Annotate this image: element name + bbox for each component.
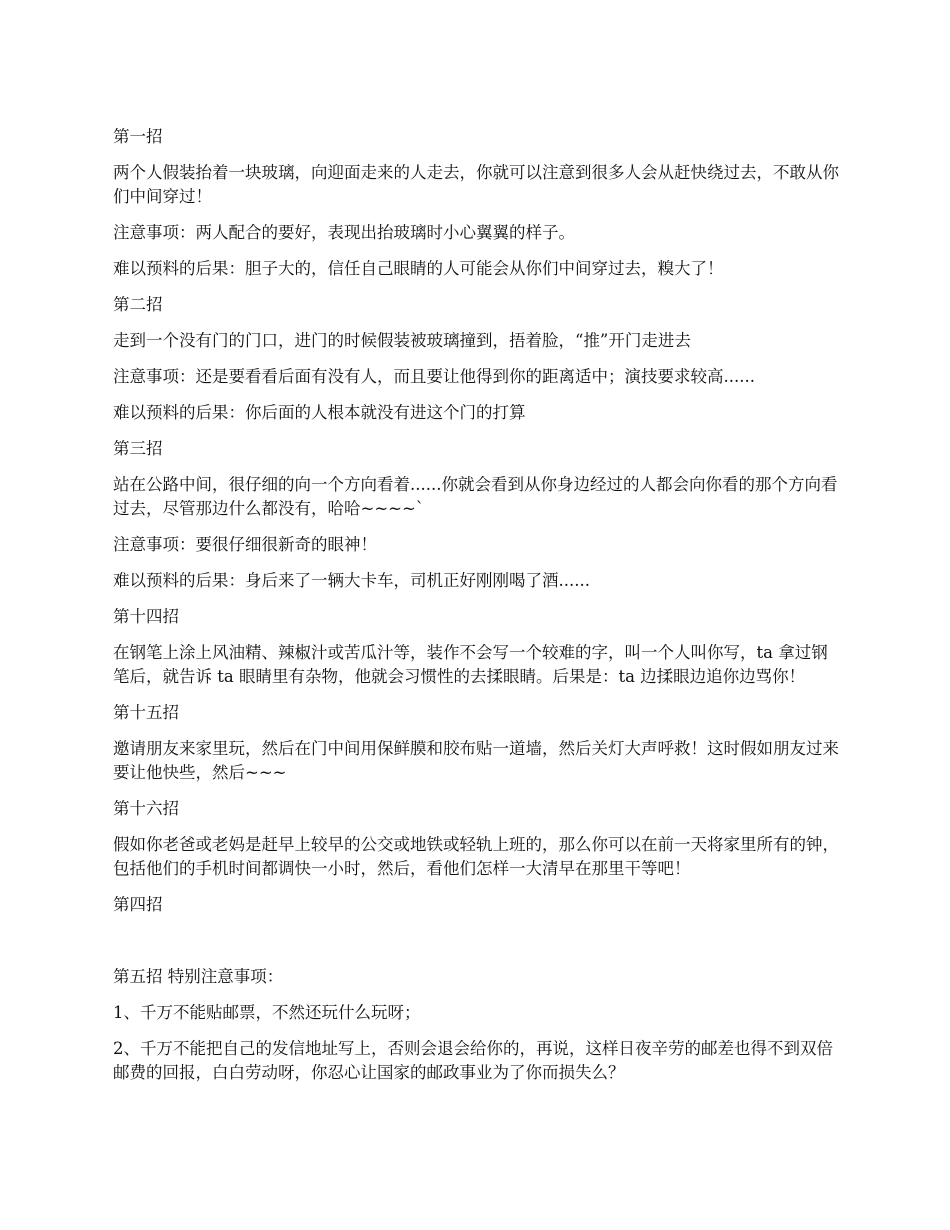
paragraph: 注意事项：还是要看看后面有没有人，而且要让他得到你的距离适中；演技要求较高...... <box>113 367 755 386</box>
paragraph: 难以预料的后果：你后面的人根本就没有进这个门的打算 <box>113 403 526 422</box>
paragraph: 两个人假装抬着一块玻璃，向迎面走来的人走去，你就可以注意到很多人会从赶快绕过去，不敢从你们中间穿过！ <box>113 163 839 206</box>
list-item: 2、千万不能把自己的发信地址写上，否则会退会给你的，再说，这样日夜辛劳的邮差也得不到双倍邮费的回报，白白劳动呀，你忍心让国家的邮政事业为了你而损失么？ <box>113 1039 833 1082</box>
list-item: 1、千万不能贴邮票，不然还玩什么玩呀； <box>113 1003 421 1022</box>
section-heading-1: 第一招 <box>113 127 163 146</box>
paragraph: 邀请朋友来家里玩，然后在门中间用保鲜膜和胶布贴一道墙，然后关灯大声呼救！这时假如朋友过来要让他快些，然后~~~ <box>113 739 839 782</box>
section-heading-2: 第二招 <box>113 295 163 314</box>
section-heading-3: 第三招 <box>113 439 163 458</box>
section-heading-14: 第十四招 <box>113 607 179 626</box>
section-heading-5: 第五招 特别注意事项： <box>113 967 284 986</box>
section-heading-16: 第十六招 <box>113 799 179 818</box>
section-heading-15: 第十五招 <box>113 703 179 722</box>
paragraph: 难以预料的后果：身后来了一辆大卡车，司机正好刚刚喝了酒...... <box>113 571 590 590</box>
paragraph: 难以预料的后果：胆子大的，信任自己眼睛的人可能会从你们中间穿过去，糗大了！ <box>113 259 724 278</box>
document-body <box>113 125 841 1097</box>
paragraph: 走到一个没有门的门口，进门的时候假装被玻璃撞到，捂着脸，“推”开门走进去 <box>113 331 691 350</box>
paragraph: 站在公路中间，很仔细的向一个方向看着......你就会看到从你身边经过的人都会向你看的那个方向看过去，尽管那边什么都没有，哈哈~~~~` <box>113 475 838 518</box>
section-heading-4: 第四招 <box>113 895 163 914</box>
paragraph: 在钢笔上涂上风油精、辣椒汁或苦瓜汁等，装作不会写一个较难的字，叫一个人叫你写，ta 拿过钢笔后，就告诉 ta 眼睛里有杂物，他就会习惯性的去揉眼睛。后果是：ta 边揉眼边追你边骂你！ <box>113 643 828 686</box>
paragraph: 假如你老爸或老妈是赶早上较早的公交或地铁或轻轨上班的，那么你可以在前一天将家里所有的钟，包括他们的手机时间都调快一小时，然后，看他们怎样一大清早在那里干等吧！ <box>113 835 839 878</box>
paragraph: 注意事项：要很仔细很新奇的眼神！ <box>113 535 377 554</box>
paragraph: 注意事项：两人配合的要好，表现出抬玻璃时小心翼翼的样子。 <box>113 223 575 242</box>
